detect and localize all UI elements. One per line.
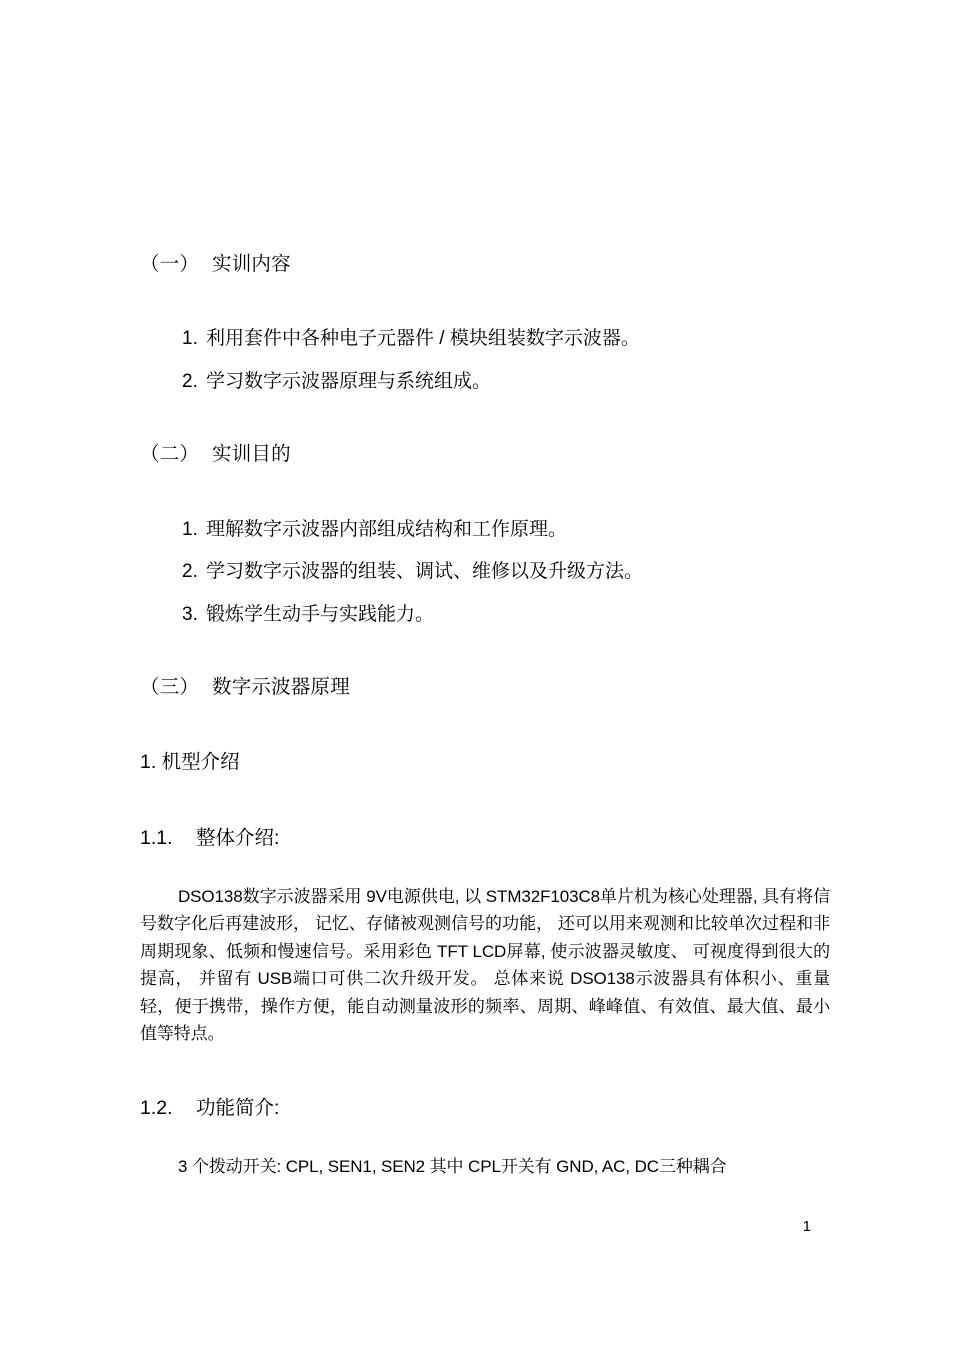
- list-item: [182, 601, 830, 630]
- subsection-heading-1-2: [140, 1094, 830, 1123]
- page-number: 1: [802, 1218, 811, 1235]
- subsection-heading-1-1: [140, 824, 830, 853]
- section-title-3: 数字示波器原理: [212, 676, 350, 698]
- section-heading-2: [140, 440, 830, 469]
- list-item-text: 锻炼学生动手与实践能力。: [206, 603, 435, 625]
- subsection-title-1-2: 功能简介:: [196, 1096, 280, 1119]
- section-2-list: [140, 516, 830, 630]
- list-item: [182, 325, 830, 354]
- list-item-number: 1.: [182, 518, 198, 540]
- section-label-3: （三）: [140, 676, 200, 698]
- list-item-text: 学习数字示波器的组装、调试、维修以及升级方法。: [206, 561, 644, 582]
- list-item-text: 利用套件中各种电子元器件 / 模块组装数字示波器。: [206, 328, 640, 350]
- list-item-number: 3.: [182, 603, 198, 625]
- paragraph-1-2: [140, 1153, 830, 1181]
- section-1-list: [140, 325, 830, 396]
- list-item-number: 2.: [182, 561, 198, 582]
- section-heading-3: [140, 673, 830, 702]
- list-item-text: 学习数字示波器原理与系统组成。: [206, 370, 492, 392]
- section-heading-1: [140, 250, 830, 279]
- subsection-index-1-1: 1.1.: [140, 826, 173, 849]
- list-item-number: 1.: [182, 328, 198, 350]
- list-item: [182, 368, 830, 397]
- section-label-2: （二）: [140, 443, 200, 466]
- list-item: [182, 558, 830, 587]
- section-title-1: 实训内容: [212, 253, 291, 275]
- subsection-title-1-1: 整体介绍:: [196, 826, 280, 849]
- subsection-index-1-2: 1.2.: [140, 1096, 173, 1119]
- paragraph-1-1: [140, 883, 830, 1048]
- paragraph-text: DSO138数字示波器采用 9V电源供电, 以 STM32F103C8单片机为核心处理器, 具有将信号数字化后再建波形， 记忆、存储被观测信号的功能， 还可以用来观测和比较单次过程和非周期现象、低频和慢速信号。采用彩色 TFT LCD屏幕, 使示波器灵敏度、 可视度得到很大的提高， 并留有 USB端口可供二次升级开发。 总体来说 DSO138示波器具有体积小、重量轻，便于携带，操作方便，能自动测量波形的频率、周期、峰峰值、有效值、最大值、最小值等特点。: [140, 886, 830, 1044]
- paragraph-text: 3 个拨动开关: CPL, SEN1, SEN2 其中 CPL开关有 GND, AC, DC三种耦合: [178, 1157, 727, 1177]
- section-title-2: 实训目的: [212, 443, 291, 466]
- list-item: [182, 516, 830, 545]
- list-item-text: 理解数字示波器内部组成结构和工作原理。: [206, 518, 568, 540]
- heading-1: 1. 机型介绍: [140, 751, 240, 774]
- document-body: [140, 250, 830, 1181]
- list-item-number: 2.: [182, 370, 198, 392]
- section-label-1: （一）: [140, 253, 200, 275]
